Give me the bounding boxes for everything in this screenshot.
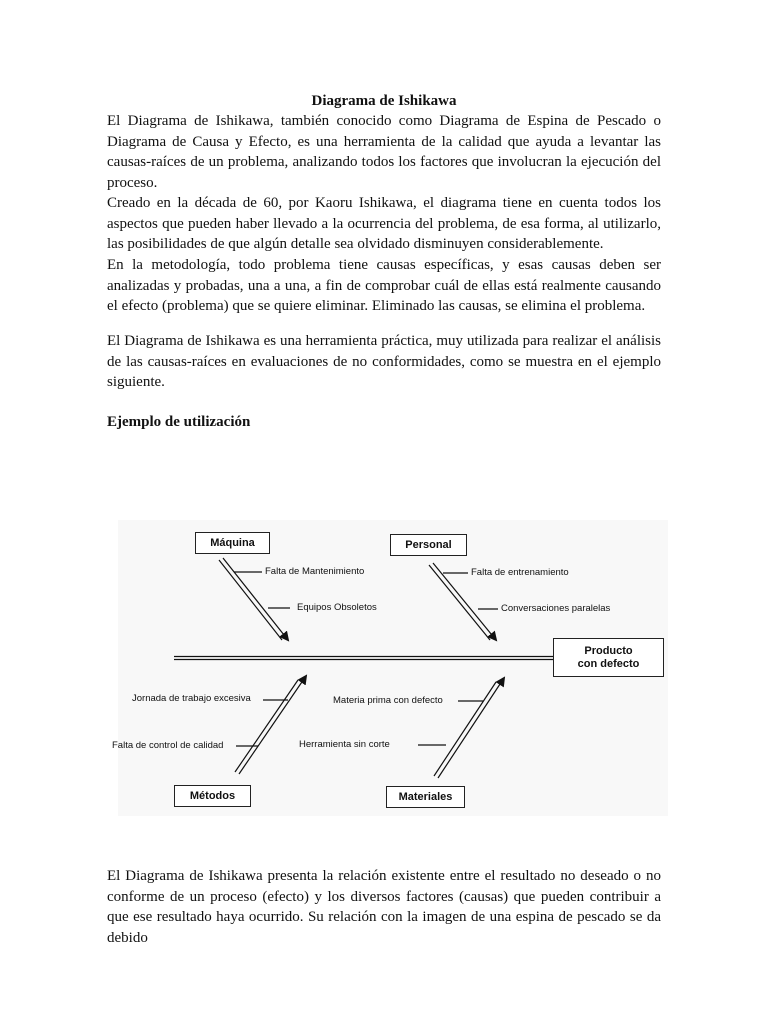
cause-label-jornada-excesiva: Jornada de trabajo excesiva	[132, 693, 251, 704]
category-box-metodos: Métodos	[174, 785, 251, 807]
cause-label-conversaciones-paralelas: Conversaciones paralelas	[501, 603, 611, 614]
ishikawa-diagram	[112, 520, 668, 816]
cause-label-herramienta-sin-corte: Herramienta sin corte	[299, 739, 390, 750]
effect-label-line-2: con defecto	[577, 657, 640, 670]
page-title: Diagrama de Ishikawa	[311, 93, 457, 109]
category-box-personal: Personal	[390, 534, 467, 556]
paragraph-methodology: En la metodología, todo problema tiene causas específicas, y esas causas deben ser analizadas y probadas, una a una, a fin de comprobar cuál de ellas está realmente causando el efecto (problema) que se quiere eliminar. Eliminado las causas, se elimina el problema.	[107, 257, 661, 314]
paragraph-usage: El Diagrama de Ishikawa es una herramienta práctica, muy utilizada para realizar el análisis de las causas-raíces en evaluaciones de no conformidades, como se muestra en el ejemplo siguiente.	[107, 333, 661, 390]
paragraph-origin: Creado en la década de 60, por Kaoru Ishikawa, el diagrama tiene en cuenta todos los aspectos que pueden haber llevado a la ocurrencia del problema, de esa forma, al utilizarlo, las posibilidades de que algún detalle sea olvidado disminuyen considerablemente.	[107, 195, 661, 252]
cause-label-falta-entrenamiento: Falta de entrenamiento	[471, 567, 569, 578]
cause-label-falta-mantenimiento: Falta de Mantenimiento	[265, 566, 365, 577]
example-heading: Ejemplo de utilización	[107, 414, 251, 430]
cause-label-materia-prima-defecto: Materia prima con defecto	[333, 695, 443, 706]
category-box-maquina: Máquina	[195, 532, 270, 554]
cause-label-equipos-obsoletos: Equipos Obsoletos	[297, 602, 377, 613]
effect-box	[553, 638, 664, 677]
paragraph-intro: El Diagrama de Ishikawa, también conocido como Diagrama de Espina de Pescado o Diagrama de Causa y Efecto, es una herramienta de la calidad que ayuda a levantar las causas-raíces de un problema, analizando todos los factores que involucran la ejecución del proceso.	[107, 113, 661, 191]
materiales-bone-line	[434, 682, 496, 776]
cause-label-falta-control-calidad: Falta de control de calidad	[112, 740, 224, 751]
category-box-materiales: Materiales	[386, 786, 465, 808]
paragraph-closing: El Diagrama de Ishikawa presenta la relación existente entre el resultado no deseado o no conforme de un proceso (efecto) y los diversos factores (causas) que pueden contribuir a que ese resultado haya ocurrido. Su relación con la imagen de una espina de pescado se da debido	[107, 868, 661, 946]
materiales-bone-arrow	[438, 678, 504, 778]
metodos-bone-arrow	[239, 676, 306, 774]
effect-label-line-1: Producto	[584, 644, 633, 657]
